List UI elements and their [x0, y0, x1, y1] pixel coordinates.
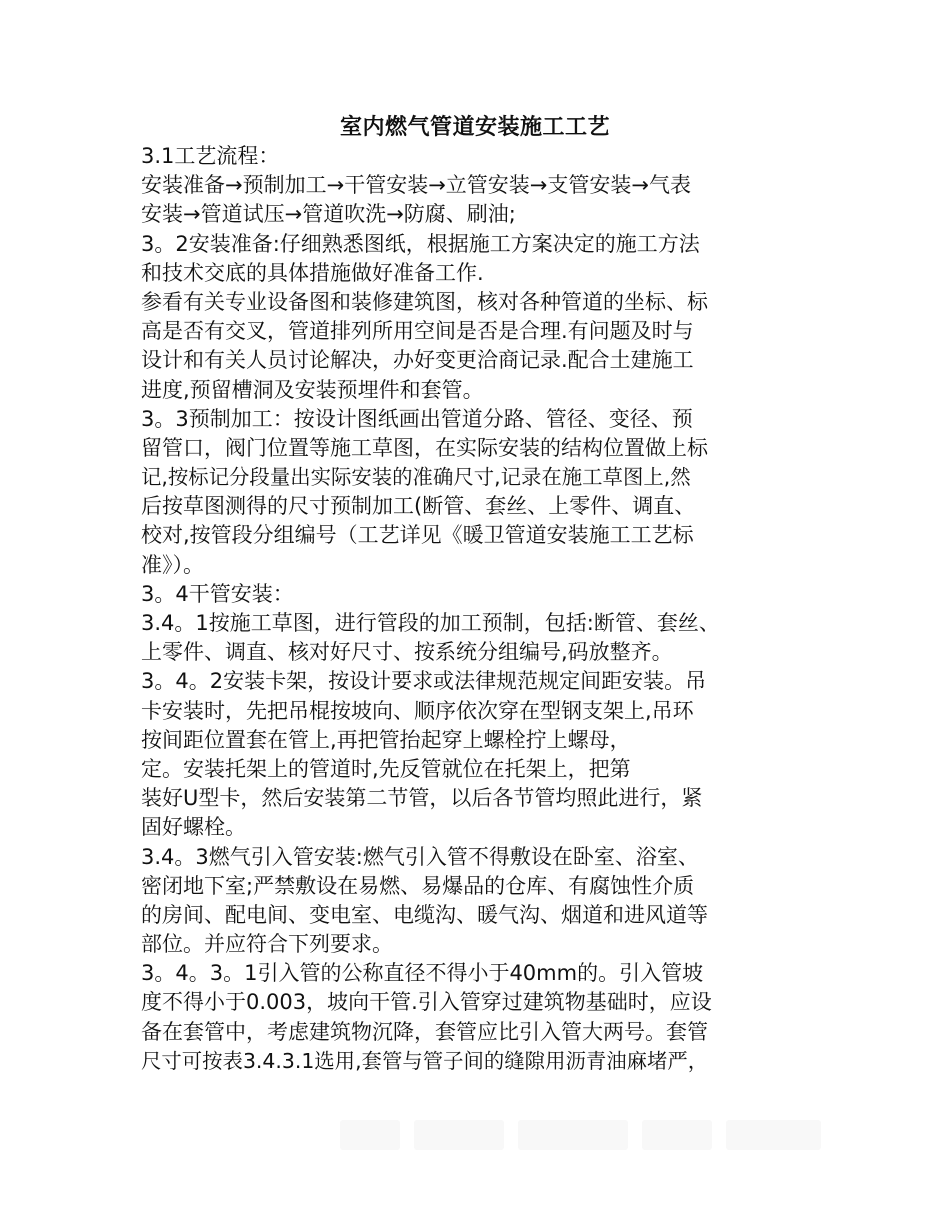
body-line: 参看有关专业设备图和装修建筑图，核对各种管道的坐标、标 — [141, 289, 708, 314]
body-line: 安装准备→预制加工→干管安装→立管安装→支管安装→气表 — [141, 173, 691, 198]
body-line: 和技术交底的具体措施做好准备工作. — [141, 260, 484, 285]
body-line: 密闭地下室;严禁敷设在易燃、易爆品的仓库、有腐蚀性介质 — [141, 873, 695, 898]
body-line: 高是否有交叉，管道排列所用空间是否是合理.有问题及时与 — [141, 319, 694, 344]
body-line: 进度,预留槽洞及安装预埋件和套管。 — [141, 377, 484, 402]
body-line: 设计和有关人员讨论解决，办好变更洽商记录.配合土建施工 — [141, 348, 694, 373]
body-line: 3.4。3燃气引入管安装:燃气引入管不得敷设在卧室、浴室、 — [141, 844, 699, 869]
body-line: 3.4。1按施工草图，进行管段的加工预制，包括:断管、套丝、 — [141, 611, 720, 635]
faded-text-block — [642, 1120, 712, 1150]
document-title: 室内燃气管道安装施工工艺 — [339, 115, 610, 140]
body-line: 3。4。2安装卡架，按设计要求或法律规范规定间距安装。吊 — [141, 669, 707, 694]
body-line: 度不得小于0.003，坡向干管.引入管穿过建筑物基础时，应设 — [141, 990, 712, 1015]
faded-overlay-text — [340, 1112, 830, 1158]
body-line: 后按草图测得的尺寸预制加工(断管、套丝、上零件、调直、 — [141, 494, 696, 519]
body-line: 固好螺栓。 — [141, 815, 246, 840]
body-line: 卡安装时，先把吊棍按坡向、顺序依次穿在型钢支架上,吊环 — [141, 698, 694, 723]
faded-text-block — [414, 1120, 504, 1150]
faded-text-block — [726, 1120, 821, 1150]
body-line: 备在套管中，考虑建筑物沉降，套管应比引入管大两号。套管 — [141, 1019, 708, 1044]
body-line: 记,按标记分段量出实际安装的准确尺寸,记录在施工草图上,然 — [141, 465, 691, 490]
body-line: 装好U型卡，然后安装第二节管，以后各节管均照此进行，紧 — [141, 786, 703, 811]
body-line: 3。4。3。1引入管的公称直径不得小于40mm的。引入管坡 — [141, 961, 704, 986]
body-line: 3。4干管安装： — [141, 581, 294, 606]
body-line: 尺寸可按表3.4.3.1选用,套管与管子间的缝隙用沥青油麻堵严， — [141, 1048, 709, 1073]
body-line: 部位。并应符合下列要求。 — [141, 932, 393, 957]
body-line: 准》）。 — [141, 552, 204, 577]
faded-text-block — [340, 1120, 400, 1150]
document-body — [141, 142, 821, 1076]
body-line: 3。2安装准备:仔细熟悉图纸，根据施工方案决定的施工方法 — [141, 231, 700, 256]
body-line: 上零件、调直、核对好尺寸、按系统分组编号,码放整齐。 — [141, 640, 673, 665]
faded-text-block — [518, 1120, 628, 1150]
body-line: 3。3预制加工：按设计图纸画出管道分路、管径、变径、预 — [141, 406, 693, 431]
body-line: 的房间、配电间、变电室、电缆沟、暖气沟、烟道和进风道等 — [141, 902, 708, 927]
body-line: 留管口，阀门位置等施工草图，在实际安装的结构位置做上标 — [141, 435, 708, 460]
body-line: 按间距位置套在管上,再把管抬起穿上螺栓拧上螺母， — [141, 727, 631, 752]
body-line: 校对,按管段分组编号（工艺详见《暖卫管道安装施工工艺标 — [141, 523, 694, 548]
body-line: 3.1工艺流程： — [141, 144, 280, 168]
body-line: 安装→管道试压→管道吹洗→防腐、刷油; — [141, 202, 516, 227]
body-line: 定。安装托架上的管道时,先反管就位在托架上，把第 — [141, 756, 631, 781]
